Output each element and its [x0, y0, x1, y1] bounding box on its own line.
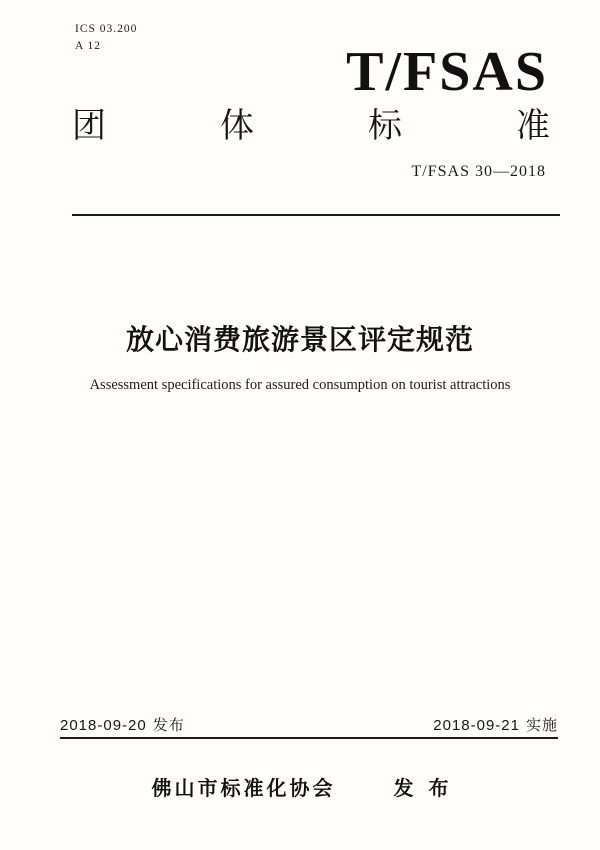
standard-type-title — [72, 108, 550, 146]
ics-code: ICS 03.200 — [75, 23, 138, 35]
type-char-4: 准 — [516, 108, 550, 145]
type-char-3: 标 — [368, 108, 402, 145]
ics-class-code: A 12 — [75, 40, 102, 52]
publisher-name: 佛山市标准化协会 — [151, 778, 336, 800]
publisher-row — [0, 772, 600, 801]
standard-org-logotype: T/FSAS — [346, 41, 548, 103]
issue-date-group — [60, 716, 185, 735]
ics-classification-block — [75, 21, 137, 55]
standard-number: T/FSAS 30—2018 — [411, 163, 546, 180]
type-char-1: 团 — [72, 108, 106, 145]
implement-date-group — [433, 716, 558, 735]
issue-date-value: 2018-09-20 — [60, 717, 147, 734]
header-divider-rule — [72, 214, 560, 216]
date-row — [60, 716, 558, 739]
publish-action-label: 发布 — [393, 778, 464, 800]
type-char-2: 体 — [220, 108, 254, 145]
implement-date-label: 实施 — [525, 717, 558, 734]
issue-date-label: 发布 — [152, 717, 185, 734]
implement-date-value: 2018-09-21 — [433, 717, 520, 734]
document-title-chinese: 放心消费旅游景区评定规范 — [125, 324, 474, 355]
document-title-english: Assessment specifications for assured consumption on tourist attractions — [89, 377, 511, 393]
